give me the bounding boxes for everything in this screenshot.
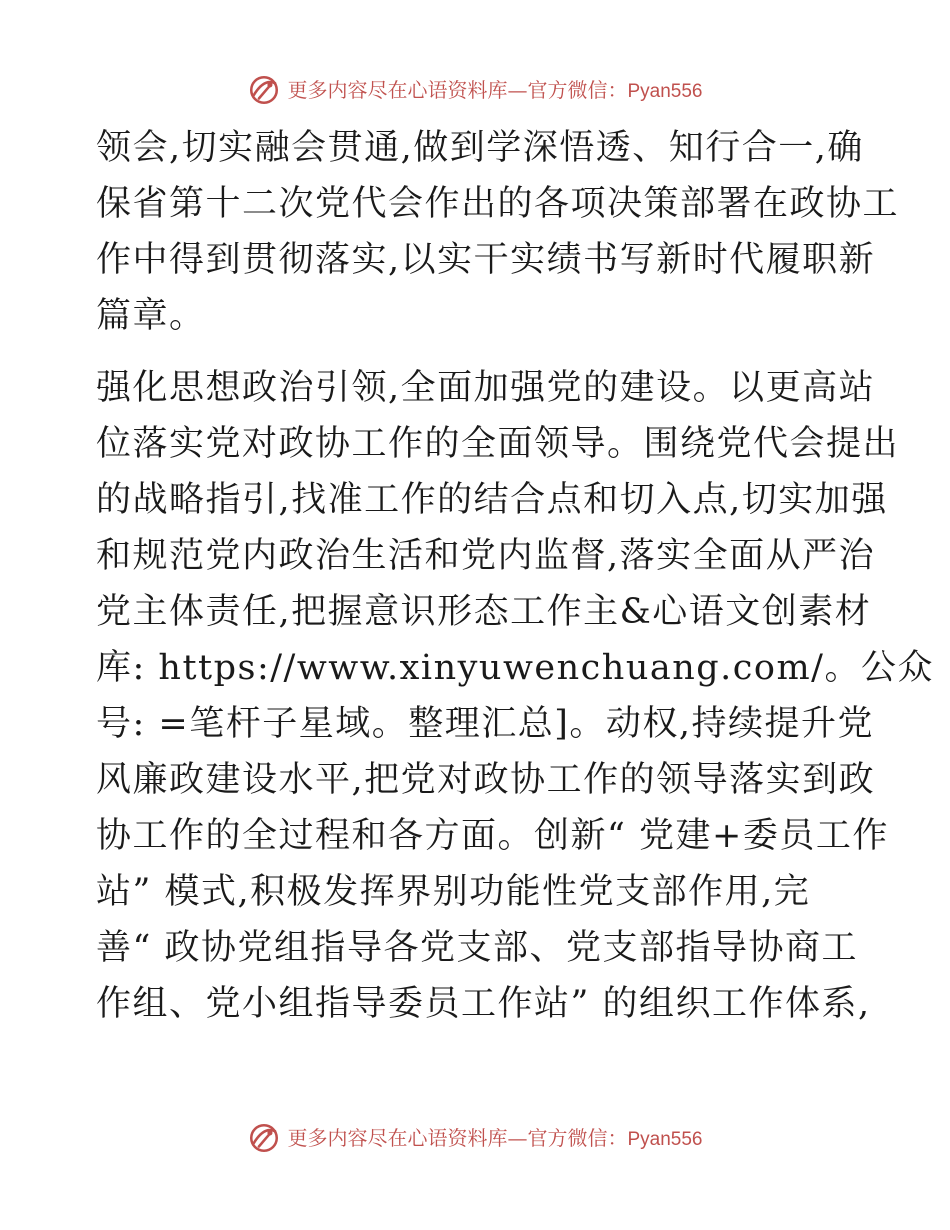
text-line: 和规范党内政治生活和党内监督,落实全面从严治 bbox=[96, 536, 876, 576]
footer-banner-text: 更多内容尽在心语资料库—官方微信：Pyan556 bbox=[287, 1125, 703, 1150]
header-wechat-id: Pyan556 bbox=[627, 80, 703, 102]
footer-wechat-id: Pyan556 bbox=[627, 1128, 703, 1150]
text-line: 作中得到贯彻落实,以实干实绩书写新时代履职新 bbox=[96, 240, 876, 280]
text-line: 善“ 政协党组指导各党支部、党支部指导协商工 bbox=[96, 928, 859, 968]
document-body bbox=[96, 120, 934, 1032]
text-line-url: 库: https://www.xinyuwenchuang.com/。公众 bbox=[96, 648, 934, 688]
text-line: 站” 模式,积极发挥界别功能性党支部作用,完 bbox=[96, 872, 811, 912]
text-line: 作组、党小组指导委员工作站” 的组织工作体系, bbox=[96, 984, 871, 1024]
text-line: 号: =笔杆子星域。整理汇总]。动权,持续提升党 bbox=[96, 704, 875, 744]
footer-banner bbox=[0, 1118, 950, 1158]
red-swirl-logo-icon bbox=[247, 73, 281, 107]
paragraph-1 bbox=[96, 120, 900, 344]
text-line: 保省第十二次党代会作出的各项决策部署在政协工 bbox=[96, 184, 900, 224]
text-line: 风廉政建设水平,把党对政协工作的领导落实到政 bbox=[96, 760, 876, 800]
text-line: 的战略指引,找准工作的结合点和切入点,切实加强 bbox=[96, 480, 888, 520]
text-line: 强化思想政治引领,全面加强党的建设。以更高站 bbox=[96, 368, 876, 408]
text-line: 位落实党对政协工作的全面领导。围绕党代会提出 bbox=[96, 424, 900, 464]
text-line: 协工作的全过程和各方面。创新“ 党建+委员工作 bbox=[96, 816, 889, 856]
text-line: 篇章。 bbox=[96, 296, 206, 336]
red-swirl-logo-icon bbox=[247, 1121, 281, 1155]
header-banner-text: 更多内容尽在心语资料库—官方微信：Pyan556 bbox=[287, 77, 703, 102]
text-line: 党主体责任,把握意识形态工作主&心语文创素材 bbox=[96, 592, 872, 632]
paragraph-2 bbox=[96, 360, 934, 1032]
header-banner bbox=[0, 70, 950, 110]
text-line: 领会,切实融会贯通,做到学深悟透、知行合一,确 bbox=[96, 128, 864, 168]
